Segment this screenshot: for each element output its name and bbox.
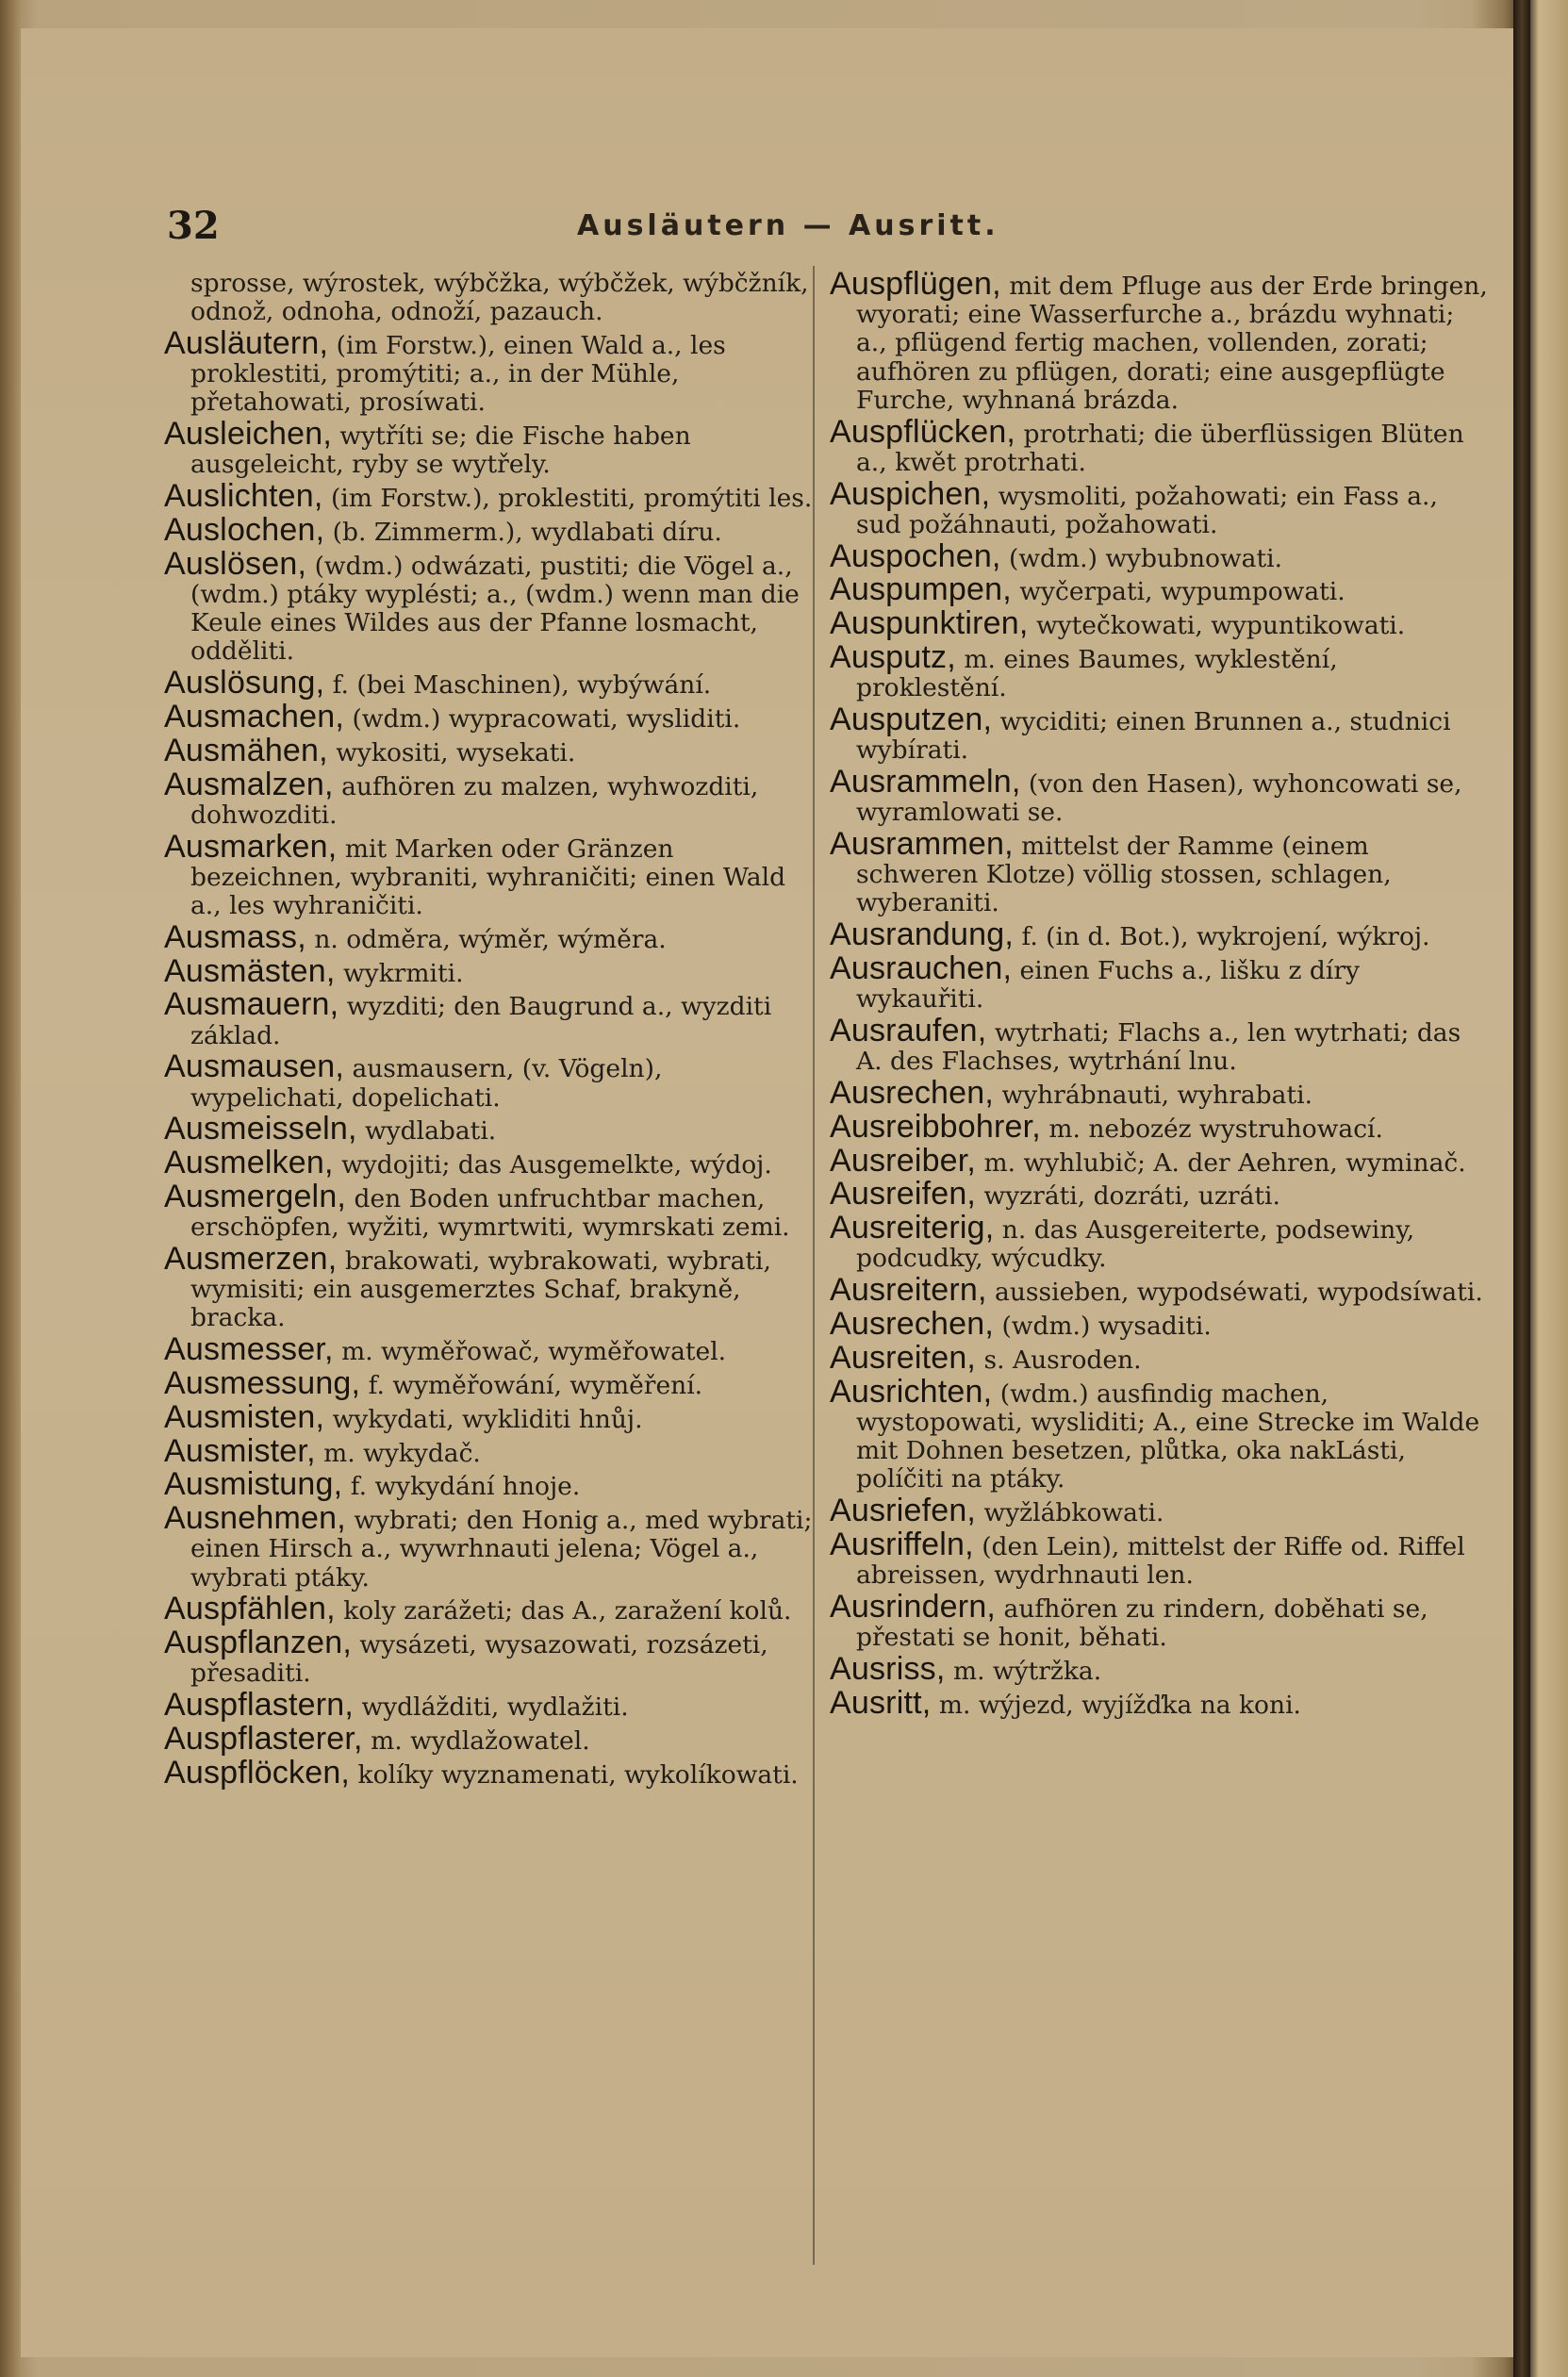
entry-definition: f. (bei Maschinen), wybýwání. <box>332 670 712 701</box>
dictionary-entry <box>164 1364 815 1401</box>
dictionary-entry <box>830 1588 1490 1652</box>
right-column <box>830 266 1490 1722</box>
entry-headword: Ausrechen, <box>830 1075 994 1111</box>
entry-headword: Ausläutern, <box>164 325 329 361</box>
entry-headword: Ausmalzen, <box>164 766 334 802</box>
dictionary-entry <box>164 1432 815 1469</box>
dictionary-entry <box>164 478 815 515</box>
entry-definition: wyžlábkowati. <box>983 1497 1164 1527</box>
dictionary-entry <box>830 1684 1490 1721</box>
dictionary-entry <box>830 916 1490 953</box>
dictionary-entry <box>830 605 1490 642</box>
entry-definition: (wdm.) wysaditi. <box>1001 1311 1212 1341</box>
entry-definition: ausmausern, (v. Vögeln), wypelichati, dopelichati. <box>190 1054 663 1113</box>
entry-headword: Auspflücken, <box>830 413 1016 450</box>
entry-headword: Ausreiterig, <box>830 1210 995 1246</box>
entry-headword: Ausmausen, <box>164 1048 344 1085</box>
entry-headword: Ausreiber, <box>830 1142 977 1179</box>
entry-definition: wytříti se; die Fische haben ausgeleicht, ryby se wytřely. <box>190 421 691 480</box>
dictionary-entry <box>164 416 815 480</box>
dictionary-entry <box>830 1492 1490 1528</box>
entry-headword: Ausputzen, <box>830 702 993 737</box>
dictionary-entry <box>830 1210 1490 1274</box>
book-page <box>21 28 1515 2357</box>
dictionary-entry <box>830 266 1490 415</box>
dictionary-entry <box>830 702 1490 766</box>
dictionary-entry <box>164 1466 815 1503</box>
entry-headword: Ausreitern, <box>830 1272 987 1309</box>
entry-headword: Ausriss, <box>830 1650 946 1687</box>
entry-definition: wybrati; den Honig a., med wybrati; einen Hirsch a., wywrhnauti jelena; Vögel a., wybrati ptáky. <box>190 1506 813 1593</box>
entry-definition: (den Lein), mittelst der Riffe od. Riffel abreissen, wydrhnauti len. <box>856 1531 1465 1590</box>
entry-definition: (wdm.) wypracowati, wysliditi. <box>352 704 741 734</box>
entry-headword: Ausmeisseln, <box>164 1111 357 1147</box>
entry-definition: wykositi, wysekati. <box>336 737 576 768</box>
left-column <box>164 270 815 1792</box>
entry-definition: wysázeti, wysazowati, rozsázeti, přesaditi. <box>190 1630 768 1689</box>
dictionary-entry <box>830 1013 1490 1077</box>
entry-definition: wyciditi; einen Brunnen a., studnici wybírati. <box>856 707 1451 766</box>
entry-headword: Ausmachen, <box>164 699 344 735</box>
entry-definition: wyčerpati, wypumpowati. <box>1019 577 1345 607</box>
dictionary-entry <box>164 1398 815 1435</box>
entry-headword: Auspichen, <box>830 475 991 512</box>
entry-definition: (b. Zimmerm.), wydlabati díru. <box>332 518 722 547</box>
entry-headword: Auspfählen, <box>164 1591 336 1627</box>
dictionary-entry <box>830 639 1490 703</box>
entry-definition: (im Forstw.), proklestiti, promýtiti les. <box>330 484 813 514</box>
entry-headword: Auslösung, <box>164 665 325 702</box>
entry-headword: Ausrechen, <box>830 1305 994 1342</box>
dictionary-entry <box>830 1526 1490 1590</box>
entry-definition: aussieben, wypodséwati, wypodsíwati. <box>995 1278 1483 1308</box>
entry-headword: Ausmass, <box>164 918 306 955</box>
entry-headword: Ausmelken, <box>164 1145 334 1181</box>
dictionary-entry <box>830 1108 1490 1145</box>
dictionary-entry <box>164 732 815 768</box>
entry-headword: Auslösen, <box>164 545 307 582</box>
entry-headword: Ausleichen, <box>164 416 332 453</box>
entry-definition: einen Fuchs a., lišku z díry wykauřiti. <box>856 956 1360 1015</box>
dictionary-entry <box>164 1145 815 1181</box>
dictionary-entry <box>830 413 1490 477</box>
dictionary-entry <box>830 1339 1490 1376</box>
entry-headword: Ausnehmen, <box>164 1500 346 1537</box>
entry-headword: Ausrichten, <box>830 1373 993 1410</box>
entry-headword: Auspumpen, <box>830 571 1012 608</box>
entry-headword: Ausmästen, <box>164 952 336 989</box>
entry-definition: aufhören zu rindern, doběhati se, přestati se honit, běhati. <box>856 1593 1428 1652</box>
entry-definition: m. wýtržka. <box>952 1656 1102 1686</box>
entry-headword: Ausmergeln, <box>164 1178 347 1214</box>
dictionary-entry <box>830 1075 1490 1111</box>
entry-definition: (wdm.) ausfindig machen, wystopowati, wysliditi; A., eine Strecke im Walde mit Dohnen besetzen, plůtka, oka nakLásti, políčiti na ptáky. <box>856 1378 1480 1494</box>
dictionary-entry <box>830 1305 1490 1342</box>
entry-headword: Ausmauern, <box>164 986 339 1023</box>
entry-headword: Ausmistung, <box>164 1466 343 1503</box>
entry-headword: Auspochen, <box>830 537 1001 574</box>
entry-definition: m. wykydač. <box>323 1438 481 1468</box>
entry-headword: Ausriffeln, <box>830 1526 974 1562</box>
entry-definition: den Boden unfruchtbar machen, erschöpfen, wyžiti, wymrtwiti, wymrskati zemi. <box>190 1183 790 1243</box>
dictionary-entry <box>830 1373 1490 1494</box>
entry-headword: Auslichten, <box>164 478 323 515</box>
entry-headword: Ausreibbohrer, <box>830 1108 1041 1145</box>
page-number: 32 <box>167 204 220 248</box>
entry-definition: mittelst der Ramme (einem schweren Klotze) völlig stossen, schlagen, wyberaniti. <box>856 832 1392 918</box>
entry-definition: wyzráti, dozráti, uzráti. <box>983 1181 1280 1212</box>
entry-headword: Ausmister, <box>164 1432 316 1469</box>
entry-headword: Auspflastern, <box>164 1687 355 1724</box>
dictionary-entry <box>830 537 1490 574</box>
entry-definition: m. wyhlubič; A. der Aehren, wyminač. <box>983 1147 1466 1178</box>
dictionary-entry <box>164 1048 815 1113</box>
entry-definition: wytrhati; Flachs a., len wytrhati; das A. des Flachses, wytrhání lnu. <box>856 1018 1461 1077</box>
page-header <box>21 204 1515 251</box>
dictionary-entry <box>164 766 815 830</box>
entry-headword: Ausmarken, <box>164 828 338 865</box>
entry-definition: s. Ausroden. <box>983 1345 1142 1375</box>
entry-headword: Ausrammeln, <box>830 764 1021 800</box>
entry-definition: aufhören zu malzen, wyhwozditi, dohwozditi. <box>190 771 759 830</box>
continuation-text: sprosse, wýrostek, wýbčžka, wýbčžek, wýbčžník, odnož, odnoha, odnoží, pazauch. <box>190 269 809 327</box>
entry-definition: wykrmiti. <box>342 958 464 988</box>
dictionary-entry <box>830 826 1490 918</box>
entry-headword: Ausrauchen, <box>830 950 1013 986</box>
entry-definition: m. nebozéz wystruhowací. <box>1048 1114 1383 1144</box>
entry-definition: brakowati, wybrakowati, wybrati, wymisiti; ein ausgemerztes Schaf, brakyně, bracka. <box>190 1246 771 1333</box>
entry-headword: Auspflanzen, <box>164 1625 352 1661</box>
dictionary-entry <box>830 1176 1490 1213</box>
entry-definition: f. wyměřowání, wyměření. <box>368 1370 703 1400</box>
dictionary-entry <box>164 1591 815 1627</box>
entry-definition: wydojiti; das Ausgemelkte, wýdoj. <box>341 1150 772 1180</box>
dictionary-entry <box>164 665 815 702</box>
dictionary-entry <box>164 986 815 1050</box>
dictionary-entry <box>164 1331 815 1368</box>
entry-definition: kolíky wyznamenati, wykolíkowati. <box>357 1759 799 1790</box>
entry-definition: (wdm.) wybubnowati. <box>1009 543 1283 573</box>
entry-headword: Ausmisten, <box>164 1398 325 1435</box>
dictionary-entry <box>164 325 815 418</box>
entry-definition: (wdm.) odwázati, pustiti; die Vögel a., (wdm.) ptáky wyplésti; a., (wdm.) wenn man die Keule eines Wildes aus der Pfanne losmacht, odděliti. <box>190 551 800 667</box>
entry-definition: m. wýjezd, wyjížďka na koni. <box>938 1690 1301 1720</box>
entry-headword: Ausraufen, <box>830 1013 987 1048</box>
entry-headword: Ausritt, <box>830 1684 932 1721</box>
dictionary-entry <box>164 699 815 735</box>
dictionary-entry <box>164 828 815 921</box>
entry-headword: Auspflügen, <box>830 266 1001 302</box>
entry-headword: Ausreifen, <box>830 1176 977 1213</box>
dictionary-entry <box>830 475 1490 539</box>
dictionary-entry <box>830 1650 1490 1687</box>
entry-definition: mit Marken oder Gränzen bezeichnen, wybraniti, wyhraničiti; einen Wald a., les wyhraničiti. <box>190 834 786 920</box>
dictionary-entry <box>164 1500 815 1593</box>
dictionary-entry <box>164 1625 815 1689</box>
dictionary-entry <box>164 512 815 548</box>
entry-definition: (im Forstw.), einen Wald a., les proklestiti, promýtiti; a., in der Mühle, přetahowati, prosíwati. <box>190 331 726 418</box>
entry-headword: Auslochen, <box>164 512 325 548</box>
entry-definition: protrhati; die überflüssigen Blüten a., kwět protrhati. <box>856 419 1464 477</box>
entry-headword: Ausmähen, <box>164 732 328 768</box>
entry-headword: Ausputz, <box>830 639 956 675</box>
entry-definition: wytečkowati, wypuntikowati. <box>1035 611 1406 641</box>
dictionary-entry <box>164 918 815 955</box>
entry-definition: n. das Ausgereiterte, podsewiny, podcudky, wýcudky. <box>856 1215 1415 1274</box>
entry-headword: Auspunktiren, <box>830 605 1029 642</box>
entry-headword: Ausrammen, <box>830 826 1014 862</box>
dictionary-entry <box>164 545 815 667</box>
dictionary-entry <box>164 1720 815 1757</box>
dictionary-entry <box>830 1142 1490 1179</box>
entry-definition: wydlážditi, wydlažiti. <box>361 1692 629 1723</box>
dictionary-entry <box>830 950 1490 1015</box>
right-entries <box>830 266 1490 1721</box>
entry-headword: Auspflasterer, <box>164 1720 363 1757</box>
running-head: Ausläutern — Ausritt. <box>577 209 999 242</box>
entry-definition: wysmoliti, požahowati; ein Fass a., sud požáhnauti, požahowati. <box>856 481 1438 539</box>
entry-definition: (von den Hasen), wyhoncowati se, wyramlowati se. <box>856 769 1462 828</box>
entry-headword: Ausreiten, <box>830 1339 977 1376</box>
entry-definition: f. wykydání hnoje. <box>350 1472 581 1502</box>
entry-definition: mit dem Pfluge aus der Erde bringen, wyorati; eine Wasserfurche a., brázdu wyhnati; a., pflügend fertig machen, vollenden, zorati; aufhören zu pflügen, dorati; eine ausgepflügte Furche, wyhnaná brázda. <box>856 272 1488 415</box>
dictionary-entry <box>164 1111 815 1147</box>
entry-headword: Auspflöcken, <box>164 1754 351 1791</box>
entry-definition: wykydati, wykliditi hnůj. <box>332 1404 643 1434</box>
entry-definition: m. wyměřowač, wyměřowatel. <box>341 1337 727 1367</box>
entry-headword: Ausmesser, <box>164 1331 334 1368</box>
dictionary-entry <box>164 1754 815 1791</box>
entry-definition: n. odměra, wýměr, wýměra. <box>314 924 667 954</box>
entry-headword: Ausrandung, <box>830 916 1015 953</box>
book-binding-edge <box>1513 0 1530 2377</box>
entry-headword: Ausmessung, <box>164 1364 361 1401</box>
dictionary-entry <box>164 952 815 989</box>
entry-definition: m. eines Baumes, wyklestění, proklestění. <box>856 645 1338 703</box>
dictionary-entry <box>164 1240 815 1333</box>
dictionary-entry <box>830 1272 1490 1309</box>
entry-definition: f. (in d. Bot.), wykrojení, wýkroj. <box>1021 922 1430 952</box>
dictionary-entry <box>830 571 1490 608</box>
entry-definition: wyhrábnauti, wyhrabati. <box>1001 1081 1312 1110</box>
entry-definition: wydlabati. <box>365 1116 497 1147</box>
entry-definition: m. wydlažowatel. <box>371 1725 590 1756</box>
entry-definition: wyzditi; den Baugrund a., wyzditi základ. <box>190 992 772 1050</box>
dictionary-entry <box>164 1178 815 1243</box>
dictionary-entry <box>164 1687 815 1724</box>
entry-headword: Ausrindern, <box>830 1588 997 1625</box>
left-entries <box>164 325 815 1791</box>
entry-headword: Ausriefen, <box>830 1492 977 1528</box>
entry-definition: koly zarážeti; das A., zaražení kolů. <box>343 1596 792 1626</box>
entry-headword: Ausmerzen, <box>164 1240 338 1277</box>
dictionary-entry <box>830 764 1490 828</box>
